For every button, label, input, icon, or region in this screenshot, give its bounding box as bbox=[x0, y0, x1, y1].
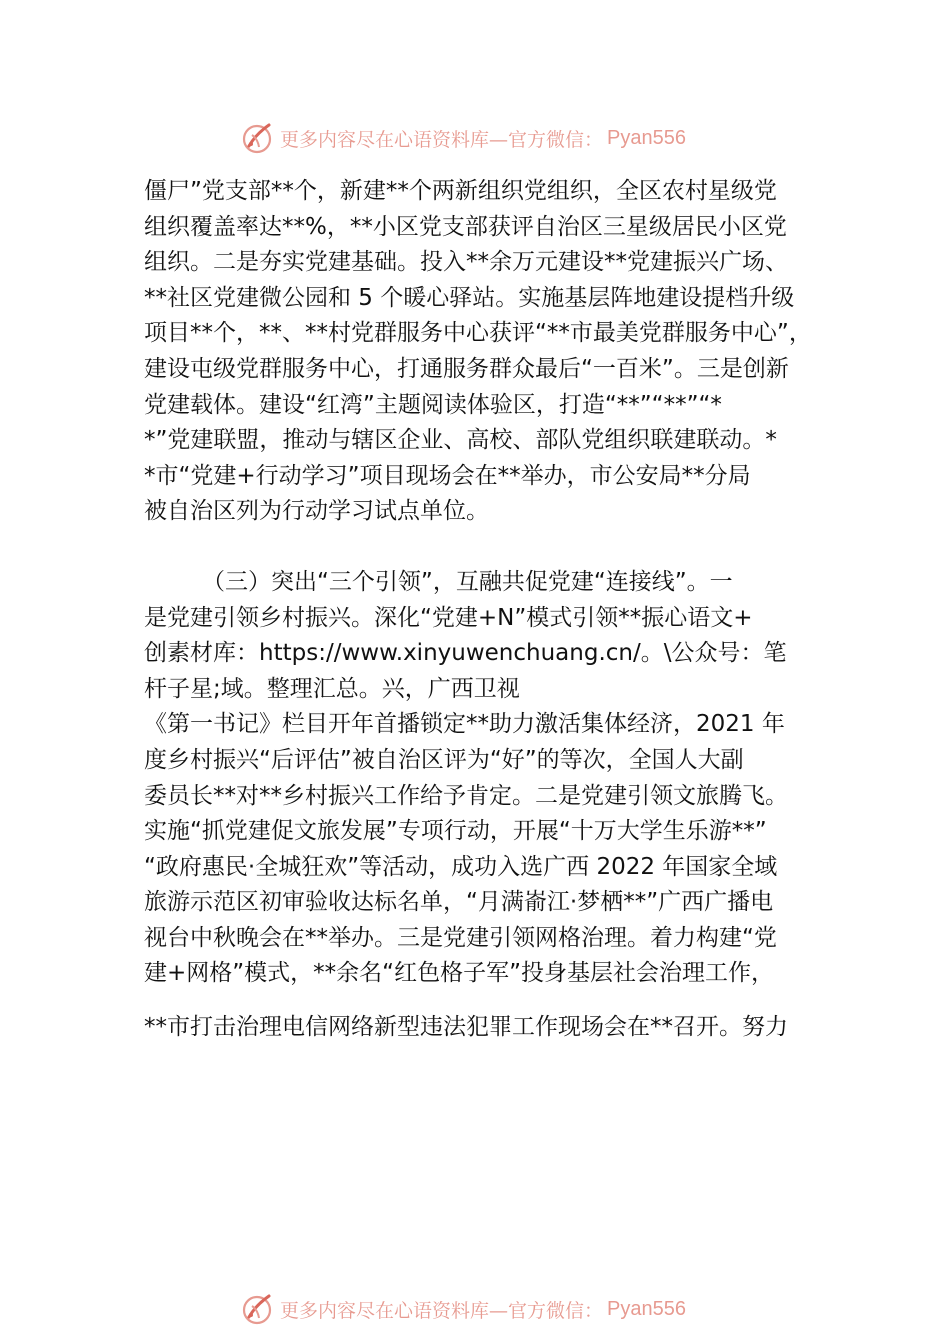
text-line: （三）突出“三个引领”，互融共促党建“连接线”。一 bbox=[202, 568, 733, 595]
text-line: 杆子星;域。整理汇总。兴，广西卫视 bbox=[144, 675, 520, 702]
text-line: 《第一书记》栏目开年首播锁定**助力激活集体经济，2021 年 bbox=[144, 711, 785, 738]
text-line: 组织覆盖率达**%，**小区党支部获评自治区三星级居民小区党 bbox=[144, 213, 787, 240]
text-line: 视台中秋晚会在**举办。三是党建引领网格治理。着力构建“党 bbox=[144, 924, 777, 951]
watermark-text: 更多内容尽在心语资料库—官方微信： bbox=[280, 1299, 604, 1322]
pen-circle-logo-icon bbox=[240, 121, 274, 155]
paragraph-1 bbox=[144, 174, 824, 530]
paragraph-spacer bbox=[144, 530, 824, 565]
text-line: 是党建引领乡村振兴。深化“党建+N”模式引领**振心语文+ bbox=[144, 604, 753, 631]
text-line: *”党建联盟，推动与辖区企业、高校、部队党组织联建联动。* bbox=[144, 427, 777, 454]
text-line: 组织。二是夯实党建基础。投入**余万元建设**党建振兴广场、 bbox=[144, 249, 788, 276]
text-line: 项目**个，**、**村党群服务中心获评“**市最美党群服务中心”， bbox=[144, 320, 812, 347]
pen-circle-logo-icon bbox=[240, 1292, 274, 1326]
text-line: 旅游示范区初审验收达标名单，“月满嵛江·梦栖**”广西广播电 bbox=[144, 889, 774, 916]
watermark-footer bbox=[240, 1291, 686, 1327]
watermark-wechat-id: Pyan556 bbox=[607, 1297, 686, 1320]
text-line: “政府惠民·全城狂欢”等活动，成功入选广西 2022 年国家全域 bbox=[144, 853, 778, 880]
text-line: 被自治区列为行动学习试点单位。 bbox=[144, 498, 489, 525]
text-line: 僵尸”党支部**个，新建**个两新组织党组织，全区农村星级党 bbox=[144, 178, 777, 204]
text-line: 委员长**对**乡村振兴工作给予肯定。二是党建引领文旅腾飞。 bbox=[144, 782, 788, 809]
text-line: 建设屯级党群服务中心，打通服务群众最后“一百米”。三是创新 bbox=[144, 355, 789, 382]
text-line: 创素材库：https://www.xinyuwenchuang.cn/。\公众号：笔 bbox=[144, 640, 787, 667]
paragraph-2 bbox=[144, 565, 824, 992]
text-line: *市“党建+行动学习”项目现场会在**举办，市公安局**分局 bbox=[144, 462, 751, 489]
text-line: **社区党建微公园和 5 个暖心驿站。实施基层阵地建设提档升级 bbox=[144, 284, 795, 311]
paragraph-3 bbox=[144, 1010, 824, 1046]
text-line: **市打击治理电信网络新型违法犯罪工作现场会在**召开。努力 bbox=[144, 1014, 788, 1041]
text-line: 实施“抓党建促文旅发展”专项行动，开展“十万大学生乐游**” bbox=[144, 818, 767, 845]
text-line: 度乡村振兴“后评估”被自治区评为“好”的等次，全国人大副 bbox=[144, 746, 744, 773]
line-spacer bbox=[144, 992, 824, 1010]
watermark-wechat-id: Pyan556 bbox=[607, 126, 686, 149]
text-line: 建+网格”模式，**余名“红色格子军”投身基层社会治理工作， bbox=[144, 960, 775, 987]
watermark-header bbox=[240, 120, 686, 156]
watermark-text: 更多内容尽在心语资料库—官方微信： bbox=[280, 128, 604, 151]
text-line: 党建载体。建设“红湾”主题阅读体验区，打造“**”“**”“* bbox=[144, 391, 722, 418]
document-body bbox=[144, 174, 824, 1046]
